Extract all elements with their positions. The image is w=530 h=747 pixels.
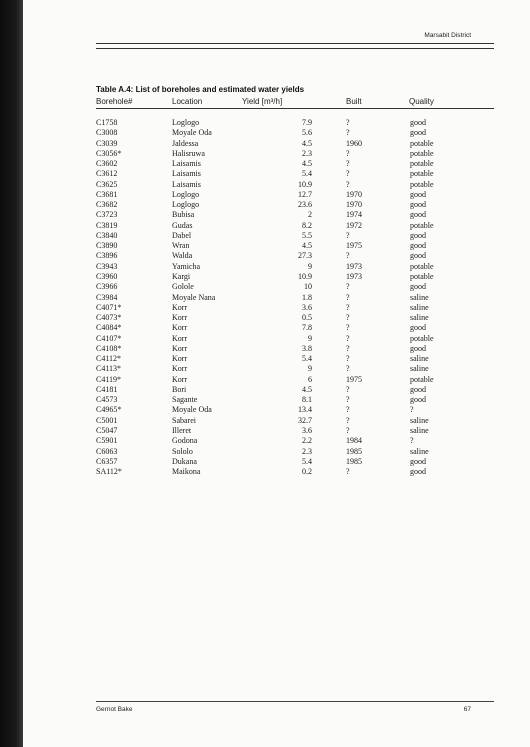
cell-yield: 0.2 xyxy=(302,467,312,477)
book-binding-edge xyxy=(0,0,23,747)
cell-quality: potable xyxy=(410,374,434,384)
cell-location: Halisruwa xyxy=(172,148,205,158)
cell-location: Dabel xyxy=(172,230,192,240)
cell-quality: good xyxy=(410,384,426,394)
cell-quality: good xyxy=(410,241,426,251)
table-row xyxy=(96,293,496,303)
cell-yield: 2.3 xyxy=(302,148,312,158)
table-row xyxy=(96,231,496,241)
table-row xyxy=(96,395,496,405)
cell-quality: potable xyxy=(410,159,434,169)
cell-yield: 5.6 xyxy=(302,128,312,138)
cell-built: ? xyxy=(346,148,350,158)
cell-built: 1973 xyxy=(346,271,362,281)
cell-quality: potable xyxy=(410,271,434,281)
cell-quality: saline xyxy=(410,302,429,312)
running-header: Marsabit District xyxy=(424,32,471,39)
cell-yield: 27.3 xyxy=(298,251,312,261)
cell-quality: good xyxy=(410,343,426,353)
cell-yield: 13.4 xyxy=(298,405,312,415)
table-row xyxy=(96,405,496,415)
cell-quality: saline xyxy=(410,354,429,364)
cell-location: Korr xyxy=(172,343,188,353)
cell-built: 1985 xyxy=(346,456,362,466)
table-row xyxy=(96,118,496,128)
cell-yield: 3.6 xyxy=(302,425,312,435)
cell-borehole: C6357 xyxy=(96,456,118,466)
cell-quality: good xyxy=(410,230,426,240)
cell-quality: saline xyxy=(410,313,429,323)
cell-built: ? xyxy=(346,159,350,169)
table-row xyxy=(96,467,496,477)
cell-built: ? xyxy=(346,323,350,333)
cell-yield: 3.8 xyxy=(302,343,312,353)
cell-borehole: C3984 xyxy=(96,292,118,302)
cell-yield: 12.7 xyxy=(298,189,312,199)
cell-location: Laisamis xyxy=(172,179,201,189)
cell-yield: 2.3 xyxy=(302,446,312,456)
cell-borehole: C3008 xyxy=(96,128,118,138)
cell-yield: 6 xyxy=(308,374,312,384)
cell-built: 1970 xyxy=(346,200,362,210)
cell-yield: 4.5 xyxy=(302,138,312,148)
cell-yield: 4.5 xyxy=(302,384,312,394)
cell-location: Dukana xyxy=(172,456,197,466)
table-row xyxy=(96,334,496,344)
cell-borehole: C3840 xyxy=(96,230,118,240)
cell-borehole: C3039 xyxy=(96,138,118,148)
column-header-yield: Yield [m³/h] xyxy=(242,97,283,106)
cell-borehole: C4084* xyxy=(96,323,122,333)
cell-location: Golole xyxy=(172,282,194,292)
cell-borehole: C3056* xyxy=(96,148,122,158)
footer-author: Gernot Bake xyxy=(96,706,133,713)
cell-quality: good xyxy=(410,251,426,261)
cell-yield: 10 xyxy=(304,282,312,292)
table-row xyxy=(96,364,496,374)
table-row xyxy=(96,282,496,292)
cell-built: ? xyxy=(346,343,350,353)
cell-quality: saline xyxy=(410,364,429,374)
cell-location: Korr xyxy=(172,313,188,323)
cell-borehole: C4181 xyxy=(96,384,118,394)
cell-quality: good xyxy=(410,118,426,127)
cell-quality: good xyxy=(410,467,426,477)
cell-borehole: C5001 xyxy=(96,415,118,425)
cell-built: ? xyxy=(346,128,350,138)
cell-built: 1973 xyxy=(346,261,362,271)
cell-yield: 5.4 xyxy=(302,169,312,179)
cell-yield: 2 xyxy=(308,210,312,220)
table-row xyxy=(96,200,496,210)
table-row xyxy=(96,149,496,159)
table-row xyxy=(96,416,496,426)
cell-borehole: C3819 xyxy=(96,220,118,230)
cell-quality: potable xyxy=(410,148,434,158)
cell-borehole: SA112* xyxy=(96,467,122,477)
cell-borehole: C3943 xyxy=(96,261,118,271)
column-header-borehole: Borehole# xyxy=(96,97,133,106)
table-row xyxy=(96,190,496,200)
cell-borehole: C6063 xyxy=(96,446,118,456)
cell-yield: 10.9 xyxy=(298,271,312,281)
cell-yield: 32.7 xyxy=(298,415,312,425)
cell-location: Illeret xyxy=(172,425,192,435)
cell-built: 1975 xyxy=(346,374,362,384)
cell-built: 1975 xyxy=(346,241,362,251)
table-row xyxy=(96,375,496,385)
cell-built: 1974 xyxy=(346,210,362,220)
footer-rule xyxy=(96,701,494,702)
cell-borehole: C3896 xyxy=(96,251,118,261)
cell-quality: good xyxy=(410,395,426,405)
cell-built: ? xyxy=(346,415,350,425)
table-row xyxy=(96,447,496,457)
page-number: 67 xyxy=(463,706,471,713)
cell-built: ? xyxy=(346,169,350,179)
cell-borehole: C3890 xyxy=(96,241,118,251)
table-row xyxy=(96,303,496,313)
cell-built: 1985 xyxy=(346,446,362,456)
cell-location: Bubisa xyxy=(172,210,195,220)
cell-quality: potable xyxy=(410,169,434,179)
cell-location: Bori xyxy=(172,384,187,394)
cell-borehole: C3602 xyxy=(96,159,118,169)
cell-built: ? xyxy=(346,282,350,292)
cell-borehole: C4113* xyxy=(96,364,122,374)
cell-built: ? xyxy=(346,467,350,477)
cell-location: Maikona xyxy=(172,467,201,477)
cell-quality: good xyxy=(410,200,426,210)
cell-borehole: C3966 xyxy=(96,282,118,292)
cell-quality: saline xyxy=(410,415,429,425)
cell-location: Gudas xyxy=(172,220,193,230)
cell-borehole: C5901 xyxy=(96,436,118,446)
cell-yield: 0.5 xyxy=(302,313,312,323)
cell-borehole: C4965* xyxy=(96,405,122,415)
cell-borehole: C3612 xyxy=(96,169,118,179)
cell-location: Yamicha xyxy=(172,261,201,271)
table-row xyxy=(96,159,496,169)
cell-yield: 4.5 xyxy=(302,241,312,251)
cell-built: ? xyxy=(346,251,350,261)
cell-quality: potable xyxy=(410,179,434,189)
cell-quality: potable xyxy=(410,261,434,271)
cell-quality: potable xyxy=(410,220,434,230)
table-row xyxy=(96,313,496,323)
cell-borehole: C3681 xyxy=(96,189,118,199)
cell-location: Walda xyxy=(172,251,193,261)
cell-yield: 9 xyxy=(308,333,312,343)
cell-location: Korr xyxy=(172,323,188,333)
cell-quality: potable xyxy=(410,333,434,343)
cell-location: Korr xyxy=(172,333,188,343)
cell-yield: 8.1 xyxy=(302,395,312,405)
cell-location: Korr xyxy=(172,302,188,312)
cell-built: ? xyxy=(346,118,350,127)
cell-borehole: C4112* xyxy=(96,354,122,364)
cell-location: Moyale Nana xyxy=(172,292,216,302)
cell-borehole: C4107* xyxy=(96,333,122,343)
table-row xyxy=(96,251,496,261)
cell-location: Kargi xyxy=(172,271,191,281)
table-row xyxy=(96,128,496,138)
cell-built: ? xyxy=(346,364,350,374)
cell-borehole: C4073* xyxy=(96,313,122,323)
cell-yield: 10.9 xyxy=(298,179,312,189)
table-row xyxy=(96,354,496,364)
table-row xyxy=(96,262,496,272)
cell-location: Wran xyxy=(172,241,190,251)
cell-built: ? xyxy=(346,179,350,189)
cell-built: 1960 xyxy=(346,138,362,148)
table-row xyxy=(96,139,496,149)
cell-quality: good xyxy=(410,210,426,220)
cell-built: 1970 xyxy=(346,189,362,199)
column-header-built: Built xyxy=(346,97,362,106)
cell-built: ? xyxy=(346,333,350,343)
cell-built: ? xyxy=(346,405,350,415)
table-row xyxy=(96,457,496,467)
cell-yield: 5.4 xyxy=(302,354,312,364)
cell-location: Moyale Oda xyxy=(172,405,212,415)
cell-borehole: C4108* xyxy=(96,343,122,353)
cell-borehole: C3625 xyxy=(96,179,118,189)
cell-location: Loglogo xyxy=(172,118,200,127)
cell-borehole: C1758 xyxy=(96,118,118,127)
cell-yield: 3.6 xyxy=(302,302,312,312)
column-header-location: Location xyxy=(172,97,203,106)
cell-yield: 5.5 xyxy=(302,230,312,240)
header-rule-thin xyxy=(96,48,494,49)
table-title: Table A.4: List of boreholes and estimated water yields xyxy=(96,85,305,94)
cell-quality: potable xyxy=(410,138,434,148)
cell-location: Godona xyxy=(172,436,198,446)
header-rule xyxy=(96,43,494,44)
table-row xyxy=(96,426,496,436)
cell-yield: 23.6 xyxy=(298,200,312,210)
cell-borehole: C5047 xyxy=(96,425,118,435)
cell-yield: 4.5 xyxy=(302,159,312,169)
cell-quality: ? xyxy=(410,405,414,415)
cell-yield: 1.8 xyxy=(302,292,312,302)
table-row xyxy=(96,436,496,446)
table-row xyxy=(96,221,496,231)
cell-built: ? xyxy=(346,425,350,435)
cell-location: Laisamis xyxy=(172,159,201,169)
cell-location: Sagante xyxy=(172,395,198,405)
cell-yield: 9 xyxy=(308,261,312,271)
table-header-rule xyxy=(96,108,494,109)
cell-location: Loglogo xyxy=(172,189,200,199)
cell-built: ? xyxy=(346,302,350,312)
cell-borehole: C4119* xyxy=(96,374,122,384)
cell-quality: saline xyxy=(410,425,429,435)
table-row xyxy=(96,344,496,354)
cell-location: Korr xyxy=(172,354,188,364)
cell-location: Sabarei xyxy=(172,415,196,425)
cell-location: Korr xyxy=(172,374,188,384)
cell-location: Sololo xyxy=(172,446,193,456)
document-page xyxy=(23,0,530,747)
cell-quality: good xyxy=(410,456,426,466)
column-header-quality: Quality xyxy=(409,97,434,106)
cell-quality: good xyxy=(410,189,426,199)
table-row xyxy=(96,169,496,179)
cell-yield: 9 xyxy=(308,364,312,374)
cell-quality: good xyxy=(410,282,426,292)
table-row xyxy=(96,323,496,333)
cell-quality: good xyxy=(410,128,426,138)
cell-built: 1972 xyxy=(346,220,362,230)
cell-location: Laisamis xyxy=(172,169,201,179)
cell-yield: 7.9 xyxy=(302,118,312,127)
cell-built: ? xyxy=(346,354,350,364)
cell-quality: saline xyxy=(410,446,429,456)
cell-built: ? xyxy=(346,292,350,302)
cell-built: ? xyxy=(346,384,350,394)
cell-location: Moyale Oda xyxy=(172,128,212,138)
cell-location: Loglogo xyxy=(172,200,200,210)
cell-yield: 8.2 xyxy=(302,220,312,230)
cell-yield: 7.8 xyxy=(302,323,312,333)
cell-built: ? xyxy=(346,313,350,323)
cell-quality: ? xyxy=(410,436,414,446)
table-row xyxy=(96,241,496,251)
cell-built: ? xyxy=(346,230,350,240)
borehole-table-body xyxy=(96,118,496,477)
cell-borehole: C3723 xyxy=(96,210,118,220)
cell-borehole: C4573 xyxy=(96,395,118,405)
cell-yield: 5.4 xyxy=(302,456,312,466)
table-row xyxy=(96,385,496,395)
cell-built: ? xyxy=(346,395,350,405)
cell-quality: saline xyxy=(410,292,429,302)
cell-yield: 2.2 xyxy=(302,436,312,446)
cell-borehole: C3682 xyxy=(96,200,118,210)
table-row xyxy=(96,272,496,282)
cell-built: 1984 xyxy=(346,436,362,446)
cell-location: Korr xyxy=(172,364,188,374)
cell-borehole: C4071* xyxy=(96,302,122,312)
cell-quality: good xyxy=(410,323,426,333)
table-row xyxy=(96,180,496,190)
table-row xyxy=(96,210,496,220)
cell-borehole: C3960 xyxy=(96,271,118,281)
cell-location: Jaldessa xyxy=(172,138,199,148)
